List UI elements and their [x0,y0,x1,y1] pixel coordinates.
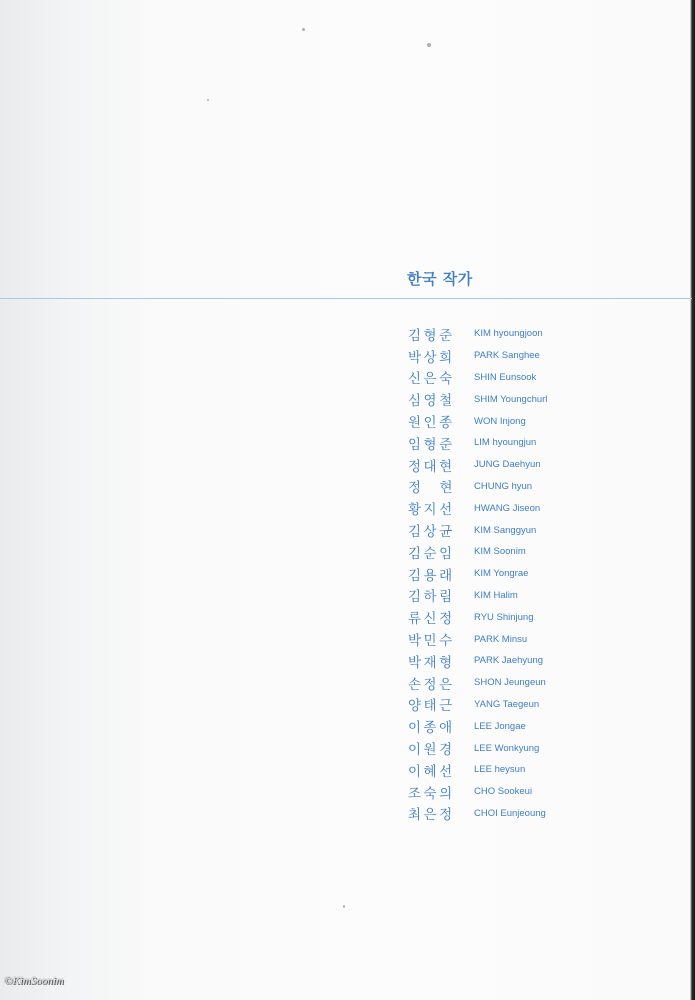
artist-name-korean: 정 현 [408,480,456,497]
artist-name-english: SHON Jeungeun [474,677,546,689]
list-item [408,519,668,541]
artist-name-english: LEE Wonkyung [474,742,540,754]
artist-name-english: LEE Jongae [474,720,526,732]
list-item [408,388,668,410]
artist-name-english: KIM Yongrae [474,568,529,580]
list-item [408,715,668,737]
artist-name-english: CHUNG hyun [474,480,533,492]
artist-name-korean: 김하림 [408,589,455,606]
list-item [408,759,668,781]
artist-name-english: JUNG Daehyun [474,459,541,471]
list-item [408,410,668,432]
list-item [408,497,668,519]
paper-speck [427,43,431,47]
artist-list [408,323,668,824]
list-item [408,476,668,498]
artist-name-english: CHOI Eunjeoung [474,807,546,819]
list-item [408,694,668,716]
artist-name-korean: 이종애 [408,720,455,737]
artist-name-korean: 이원경 [408,742,455,759]
artist-name-korean: 박민수 [408,633,455,650]
list-item [408,781,668,803]
list-item [408,803,668,825]
list-item [408,737,668,759]
artist-name-english: SHIM Youngchurl [474,393,548,405]
artist-name-korean: 김용래 [408,567,455,584]
artist-name-english: KIM hyoungjoon [474,328,543,340]
list-item [408,672,668,694]
artist-name-english: KIM Sanggyun [474,524,537,536]
list-item [408,563,668,585]
artist-name-english: SHIN Eunsook [474,371,537,383]
list-item [408,650,668,672]
artist-name-english: LIM hyoungjun [474,437,537,449]
artist-name-korean: 류신정 [408,611,455,628]
list-item [408,585,668,607]
list-item [408,541,668,563]
artist-name-english: YANG Taegeun [474,698,540,710]
artist-name-english: PARK Sanghee [474,350,540,362]
list-item [408,432,668,454]
list-item [408,345,668,367]
paper-speck [343,905,345,908]
artist-name-english: WON Injong [474,415,526,427]
artist-name-korean: 양태근 [408,698,455,715]
paper-speck [207,99,209,101]
artist-name-korean: 신은숙 [408,371,455,388]
artist-name-korean: 박재형 [408,654,455,671]
list-item [408,367,668,389]
artist-name-korean: 원인종 [408,415,455,432]
artist-name-english: PARK Jaehyung [474,655,544,667]
artist-name-korean: 임형준 [408,436,455,453]
artist-name-korean: 심영철 [408,393,455,410]
list-item [408,606,668,628]
list-item [408,454,668,476]
list-item [408,628,668,650]
artist-name-english: RYU Shinjung [474,611,534,623]
artist-name-english: PARK Minsu [474,633,528,645]
artist-name-korean: 김순임 [408,545,455,562]
artist-name-english: LEE heysun [474,764,526,776]
artist-name-korean: 정대현 [408,458,455,475]
section-divider [0,298,692,299]
artist-name-korean: 김상균 [408,524,455,541]
artist-name-korean: 황지선 [408,502,455,519]
artist-name-korean: 손정은 [408,676,455,693]
section-title: 한국 작가 [407,270,473,288]
artist-name-english: HWANG Jiseon [474,502,541,514]
paper-speck [302,28,305,31]
list-item [408,323,668,345]
artist-name-korean: 조숙의 [408,785,455,802]
artist-name-english: KIM Halim [474,589,518,601]
artist-name-korean: 이혜선 [408,763,455,780]
copyright-watermark: ©KimSoonim [4,975,64,987]
artist-name-korean: 최은정 [408,807,455,824]
artist-name-korean: 김형준 [408,327,455,344]
artist-name-english: KIM Soonim [474,546,526,558]
artist-name-korean: 박상희 [408,349,455,366]
artist-name-english: CHO Sookeui [474,786,533,798]
